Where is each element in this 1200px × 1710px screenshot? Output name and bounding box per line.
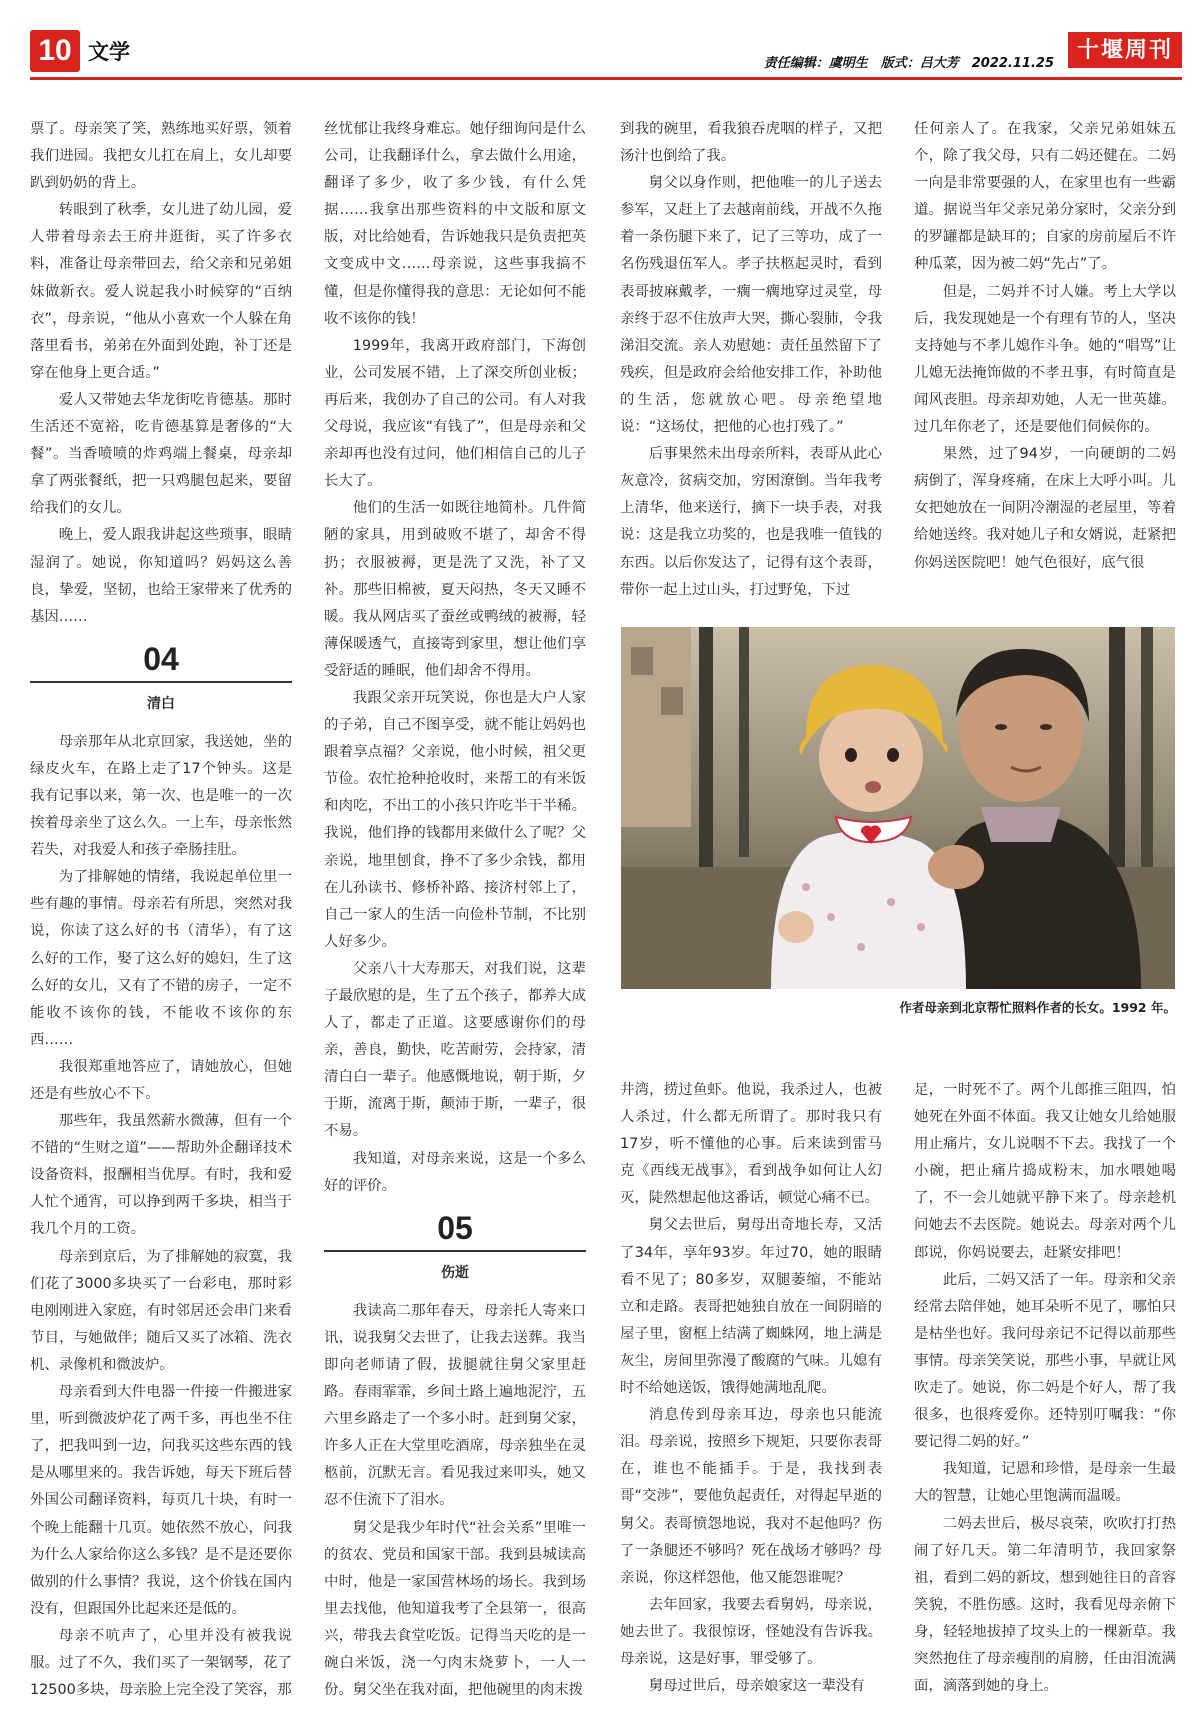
section-name: 文学 <box>88 40 130 64</box>
paragraph: 母亲那年从北京回家，我送她，坐的绿皮火车，在路上走了17个钟头。这是我有记事以来，第一次、也是唯一的一次挨着母亲坐了这么久。一上车，母亲怅然若失，对我爱人和孩子牵肠挂肚。 <box>30 733 292 859</box>
paragraph: 转眼到了秋季，女儿进了幼儿园，爱人带着母亲去王府井逛街，买了许多衣料，准备让母亲带回去，给父亲和兄弟姐妹做新衣。爱人说起我小时候穿的“百纳衣”，母亲说，“他从小喜欢一个人躲在角落里看书，弟弟在外面到处跑，补丁还是穿在他身上更合适。” <box>30 202 292 381</box>
section-05-number: 05 <box>437 1209 473 1246</box>
column-3-top <box>620 116 882 604</box>
paragraph: 舅父以身作则，把他唯一的儿子送去参军，又赶上了去越南前线，开战不久拖着一条伤腿下来了，记了三等功，成了一名伤残退伍军人。孝子扶柩起灵时，看到表哥披麻戴孝，一瘸一瘸地穿过灵堂，母亲终于忍不住放声大哭，撕心裂肺，令我涕泪交流。亲人劝慰她：责任虽然留下了残疾，但是政府会给他安排工作，补助他的生活，您就放心吧。母亲绝望地说：“这场仗，把他的心也打残了。” <box>620 175 882 436</box>
paragraph: 舅母过世后，母亲娘家这一辈没有 <box>648 1678 865 1695</box>
column-4-bottom <box>914 1077 1176 1700</box>
section-04-divider <box>30 681 292 683</box>
paragraph: 足，一时死不了。两个儿郎推三阻四，怕她死在外面不体面。我又让她女儿给她服用止痛片，女儿说咽不下去。我找了一个小碗，把止痛片捣成粉末，加水喂她喝了，不一会儿她就平静下来了。母亲趁机问她去不去医院。她说去。母亲对两个儿郎说，你妈说要去，赶紧安排吧！ <box>914 1082 1176 1261</box>
paragraph: 晚上，爱人跟我讲起这些琐事，眼睛湿润了。她说，你知道吗？妈妈这么善良，挚爱，坚韧，也给王家带来了优秀的基因…… <box>30 527 292 625</box>
paragraph: 到我的碗里，看我狼吞虎咽的样子，又把汤汁也倒给了我。 <box>620 121 882 165</box>
paragraph: 为了排解她的情绪，我说起单位里一些有趣的事情。母亲若有所思，突然对我说，你读了这么好的书（清华），有了这么好的工作，娶了这么好的媳妇，生了这么好的女儿，又有了不错的房子，一定不能收不该你的钱，不能收不该你的东西…… <box>30 869 292 1048</box>
column-4-top <box>914 116 1176 577</box>
photo-illustration <box>621 627 1175 989</box>
paragraph: 我很郑重地答应了，请她放心，但她还是有些放心不下。 <box>30 1058 292 1102</box>
paragraph: 母亲不吭声了，心里并没有被我说服。过了不久，我们买了一架钢琴，花了12500多块，母亲脸上完全没了笑容，那 <box>30 1627 292 1699</box>
page-header <box>30 30 1182 72</box>
paragraph: 1999年，我离开政府部门，下海创业，公司发展不错，上了深交所创业板；再后来，我创办了自己的公司。有人对我父母说，我应该“有钱了”，但是母亲和父亲却再也没有过问，他们相信自己的儿子长大了。 <box>324 337 586 490</box>
section-05-title: 伤逝 <box>441 1264 469 1281</box>
paragraph: 我知道，对母亲来说，这是一个多么好的评价。 <box>324 1150 586 1194</box>
paragraph: 去年回家，我要去看舅妈，母亲说，她去世了。我很惊讶，怪她没有告诉我。母亲说，这是好事，罪受够了。 <box>620 1596 882 1667</box>
section-04-heading <box>30 639 292 715</box>
paragraph: 我跟父亲开玩笑说，你也是大户人家的子弟，自己不图享受，就不能让妈妈也跟着享点福？父亲说，他小时候，祖父更节俭。农忙抢种抢收时，来帮工的有米饭和肉吃，不出工的小孩只许吃半干半稀。我说，他们挣的钱都用来做什么了呢？父亲说，地里刨食，挣不了多少余钱，都用在儿孙读书、修桥补路、接济村邻上了，自己一家人的生活一向俭朴节制，不比别人好多少。 <box>324 689 586 950</box>
paragraph: 票了。母亲笑了笑，熟练地买好票，领着我们进园。我把女儿扛在肩上，女儿却要趴到奶奶的背上。 <box>30 121 292 192</box>
header-rule <box>30 77 1182 80</box>
section-05-heading <box>324 1208 586 1284</box>
paragraph: 母亲到京后，为了排解她的寂寞，我们花了3000多块买了一台彩电，那时彩电刚刚进入家庭，有时邻居还会串门来看节目，与她做伴；随后又买了冰箱、洗衣机、录像机和微波炉。 <box>30 1248 292 1373</box>
paragraph: 爱人又带她去华龙街吃肯德基。那时生活还不宽裕，吃肯德基算是奢侈的“大餐”。当香喷喷的炸鸡端上餐桌，母亲却拿了两张餐纸，把一只鸡腿包起来，要留给我们的女儿。 <box>30 391 292 517</box>
paragraph: 舅父去世后，舅母出奇地长寿，又活了34年，享年93岁。年过70，她的眼睛看不见了；80多岁，双腿萎缩，不能站立和走路。表哥把她独自放在一间阴暗的屋子里，窗框上结满了蜘蛛网，地上满是灰尘，房间里弥漫了酸腐的气味。儿媳有时不给她送饭，饿得她满地乱爬。 <box>620 1217 882 1397</box>
paragraph: 我知道，记恩和珍惜，是母亲一生最大的智慧，让她心里饱满而温暖。 <box>914 1461 1176 1505</box>
column-1-bottom-text <box>30 729 292 1704</box>
column-1 <box>30 116 292 1704</box>
paragraph: 舅父是我少年时代“社会关系”里唯一的贫农、党员和国家干部。我到县城读高中时，他是一家国营林场的场长。我到场里去找他，他知道我考了全县第一，很高兴，带我去食堂吃饭。记得当天吃的是一碗白米饭，浇一勺肉末烧萝卜，一人一份。舅父坐在我对面，把他碗里的肉末拨 <box>324 1519 586 1699</box>
photo-caption: 作者母亲到北京帮忙照料作者的长女。1992 年。 <box>899 1000 1176 1015</box>
paragraph: 井湾，捞过鱼虾。他说，我杀过人，也被人杀过，什么都无所谓了。那时我只有17岁，听不懂他的心事。后来读到雷马克《西线无战事》，看到战争如何让人幻灭，陡然想起他这番话，顿觉心痛不已。 <box>620 1082 882 1207</box>
section-04-title: 清白 <box>147 695 175 712</box>
paragraph: 二妈去世后，极尽哀荣，吹吹打打热闹了好几天。第二年清明节，我回家祭祖，看到二妈的新坟，想到她往日的音容笑貌，不胜伤感。这时，我看见母亲俯下身，轻轻地拔掉了坟头上的一棵新草。我突然抱住了母亲瘦削的肩膀，任由泪流满面，滴落到她的身上。 <box>914 1515 1176 1695</box>
paragraph: 果然，过了94岁，一向硬朗的二妈病倒了，浑身疼痛，在床上大呼小叫。儿女把她放在一间阴冷潮湿的老屋里，等着给她送终。我对她儿子和女婿说，赶紧把你妈送医院吧！她气色很好，底气很 <box>914 446 1176 571</box>
column-2-top-text <box>324 116 586 1200</box>
paragraph: 但是，二妈并不讨人嫌。考上大学以后，我发现她是一个有理有节的人，坚决支持她与不孝儿媳作斗争。她的“唱骂”让儿媳无法掩饰做的不孝丑事，有时简直是闻风丧胆。母亲却劝她，人无一世英雄。过几年你老了，还是要他们伺候你的。 <box>914 283 1176 436</box>
editor-credits: 责任编辑：虞明生 版式：吕大芳 2022.11.25 <box>763 56 1054 71</box>
paragraph: 任何亲人了。在我家，父亲兄弟姐妹五个，除了我父母，只有二妈还健在。二妈一向是非常要强的人，在家里也有一些霸道。据说当年父亲兄弟分家时，父亲分到的罗罐都是缺耳的；自家的房前屋后不许种瓜菜，因为被二妈“先占”了。 <box>914 121 1176 273</box>
paragraph: 消息传到母亲耳边，母亲也只能流泪。母亲说，按照乡下规矩，只要你表哥在，谁也不能插手。于是，我找到表哥“交涉”，要他负起责任，对得起早逝的舅父。表哥愤怨地说，我对不起他吗？伤了一条腿还不够吗？死在战场才够吗？母亲说，你这样怨他，他又能怨谁呢？ <box>620 1407 882 1586</box>
column-1-top-text <box>30 116 292 631</box>
paragraph: 那些年，我虽然薪水微薄，但有一个不错的“生财之道”——帮助外企翻译技术设备资料，报酬相当优厚。有时，我和爱人忙个通宵，可以挣到两千多块，相当于我几个月的工资。 <box>30 1113 292 1238</box>
paragraph: 此后，二妈又活了一年。母亲和父亲经常去陪伴她，她耳朵听不见了，哪怕只是枯坐也好。我问母亲记不记得以前那些事情。母亲笑笑说，那些小事，早就让风吹走了。她说，你二妈是个好人，帮了我很多，也很疼爱你。还特别叮嘱我：“你要记得二妈的好。” <box>914 1271 1176 1451</box>
column-3-bottom <box>620 1077 882 1700</box>
paragraph: 后事果然未出母亲所料，表哥从此心灰意冷，贫病交加，穷困潦倒。当年我考上清华，他来送行，摘下一块手表，对我说：这是我立功奖的，也是我唯一值钱的东西。以后你发达了，记得有这个表哥，带你一起上过山头，打过野兔，下过 <box>620 446 882 598</box>
column-2-bottom-text <box>324 1298 586 1704</box>
paragraph: 父亲八十大寿那天，对我们说，这辈子最欣慰的是，生了五个孩子，都养大成人了，都走了正道。这要感谢你们的母亲，善良，勤快，吃苦耐劳，会持家，清清白白一辈子。他感慨地说，朝于斯，夕于斯，流离于斯，颠沛于斯，一辈子，很不易。 <box>324 960 586 1140</box>
newspaper-logo: 十堰周刊 <box>1068 32 1182 68</box>
section-04-number: 04 <box>143 640 179 677</box>
photo-grandmother-with-baby <box>621 627 1175 989</box>
paragraph: 我读高二那年春天，母亲托人寄来口讯，说我舅父去世了，让我去送葬。我当即向老师请了假，拔腿就往舅父家里赶路。春雨霏霏，乡间土路上遍地泥泞，五六里乡路走了一个多小时。赶到舅父家，许多人正在大堂里吃酒席，母亲独坐在灵柩前，沉默无言。看见我过来叩头，她又忍不住流下了泪水。 <box>324 1302 586 1509</box>
paragraph: 母亲看到大件电器一件接一件搬进家里，听到微波炉花了两千多，再也坐不住了，把我叫到一边，问我买这些东西的钱是从哪里来的。我告诉她，每天下班后替外国公司翻译资料，每页几十块，有时一个晚上能翻十几页。她依然不放心，问我为什么人家给你这么多钱？是不是还要你做别的什么事情？我说，这个价钱在国内没有，但跟国外比起来还是低的。 <box>30 1384 292 1617</box>
section-05-divider <box>324 1250 586 1252</box>
page-number: 10 <box>30 30 80 72</box>
paragraph: 丝忧郁让我终身难忘。她仔细询问是什么公司，让我翻译什么，拿去做什么用途，翻译了多少，收了多少钱，有什么凭据……我拿出那些资料的中文版和原文版，对比给她看，告诉她我只是负责把英文变成中文……母亲说，这些事我搞不懂，但是你懂得我的意思：无论如何不能收不该你的钱！ <box>324 121 586 327</box>
paragraph: 他们的生活一如既往地简朴。几件简陋的家具，用到破败不堪了，却舍不得扔；衣服被褥，更是洗了又洗，补了又补。那些旧棉被，夏天闷热，冬天又睡不暖。我从网店买了蚕丝或鸭绒的被褥，轻薄保暖透气，直接寄到家里，想让他们享受舒适的睡眠，他们却舍不得用。 <box>324 500 586 679</box>
column-2 <box>324 116 586 1704</box>
